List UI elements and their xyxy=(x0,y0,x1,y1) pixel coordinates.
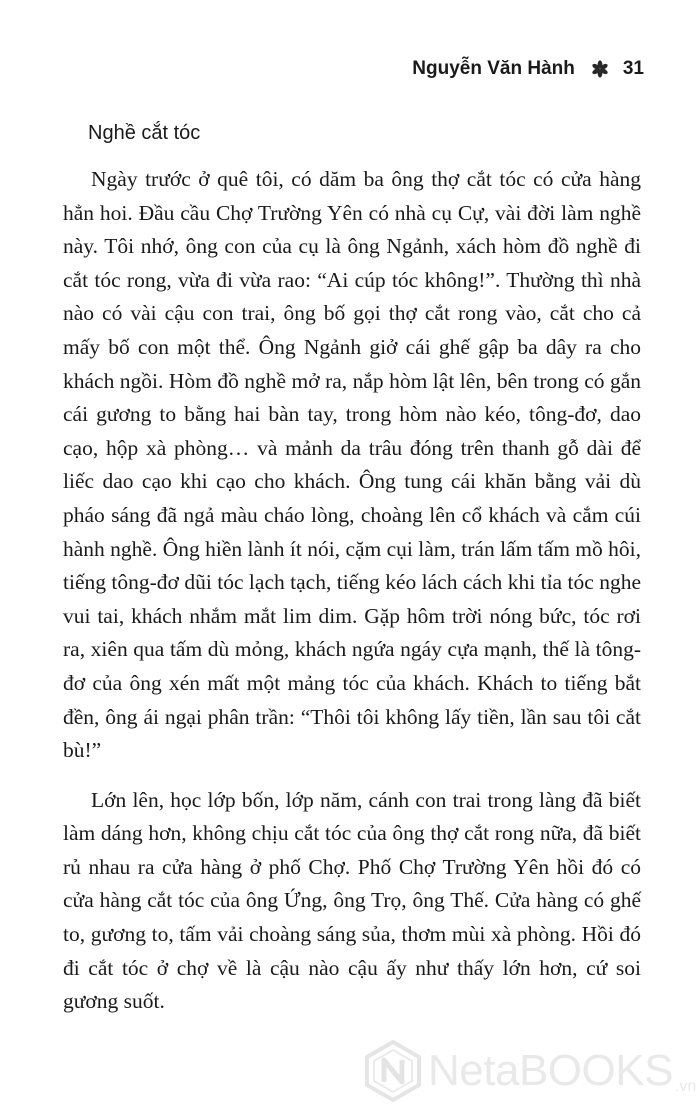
watermark-suffix: .vn xyxy=(674,1078,697,1095)
watermark-brand: NetaBOOKS xyxy=(428,1046,673,1095)
page-number: 31 xyxy=(622,58,644,79)
header-author: Nguyễn Văn Hành xyxy=(412,58,575,79)
paragraph-1: Ngày trước ở quê tôi, có dăm ba ông thợ cắt tóc có cửa hàng hẳn hoi. Đầu cầu Chợ Trường Yên có nhà cụ Cự, vài đời làm nghề này. Tôi nhớ, ông con của cụ là ông Ngảnh, xách hòm đồ nghề đi cắt tóc rong, vừa đi vừa rao: “Ai cúp tóc không!”. Thường thì nhà nào có vài cậu con trai, ông bố gọi thợ cắt rong vào, cắt cho cả mấy bố con một thể. Ông Ngảnh giở cái ghế gập ba dây ra cho khách ngồi. Hòm đồ nghề mở ra, nắp hòm lật lên, bên trong có gắn cái gương to bằng hai bàn tay, trong hòm nào kéo, tông-đơ, dao cạo, hộp xà phòng… và mảnh da trâu đóng trên thanh gỗ dài để liếc dao cạo khi cạo cho khách. Ông tung cái khăn bằng vải dù pháo sáng đã ngả màu cháo lòng, choàng lên cổ khách và cắm cúi hành nghề. Ông hiền lành ít nói, cặm cụi làm, trán lấm tấm mồ hôi, tiếng tông-đơ dũi tóc lạch tạch, tiếng kéo lách cách khi tỉa tóc nghe vui tai, khách nhắm mắt lim dim. Gặp hôm trời nóng bức, tóc rơi ra, xiên qua tấm dù mỏng, khách ngứa ngáy cựa mạnh, thế là tông-đơ của ông xén mất một mảng tóc của khách. Khách to tiếng bắt đền, ông ái ngại phân trần: “Thôi tôi không lấy tiền, lần sau tôi cắt bù!” xyxy=(63,167,641,763)
netabooks-logo-icon xyxy=(364,1040,422,1102)
section-title: Nghề cắt tóc xyxy=(88,122,201,144)
watermark xyxy=(364,1040,696,1102)
asterisk-flower-icon xyxy=(591,60,609,78)
body-text xyxy=(63,163,641,1019)
running-header xyxy=(412,58,644,80)
paragraph-2: Lớn lên, học lớp bốn, lớp năm, cánh con trai trong làng đã biết làm dáng hơn, không chịu cắt tóc của ông thợ cắt rong nữa, đã biết rủ nhau ra cửa hàng ở phố Chợ. Phố Chợ Trường Yên hồi đó có cửa hàng cắt tóc của ông Ứng, ông Trọ, ông Thế. Cửa hàng có ghế to, gương to, tấm vải choàng sáng sủa, thơm mùi xà phòng. Hồi đó đi cắt tóc ở chợ về là cậu nào cậu ấy như thấy lớn hơn, cứ soi gương suốt. xyxy=(63,787,641,1014)
